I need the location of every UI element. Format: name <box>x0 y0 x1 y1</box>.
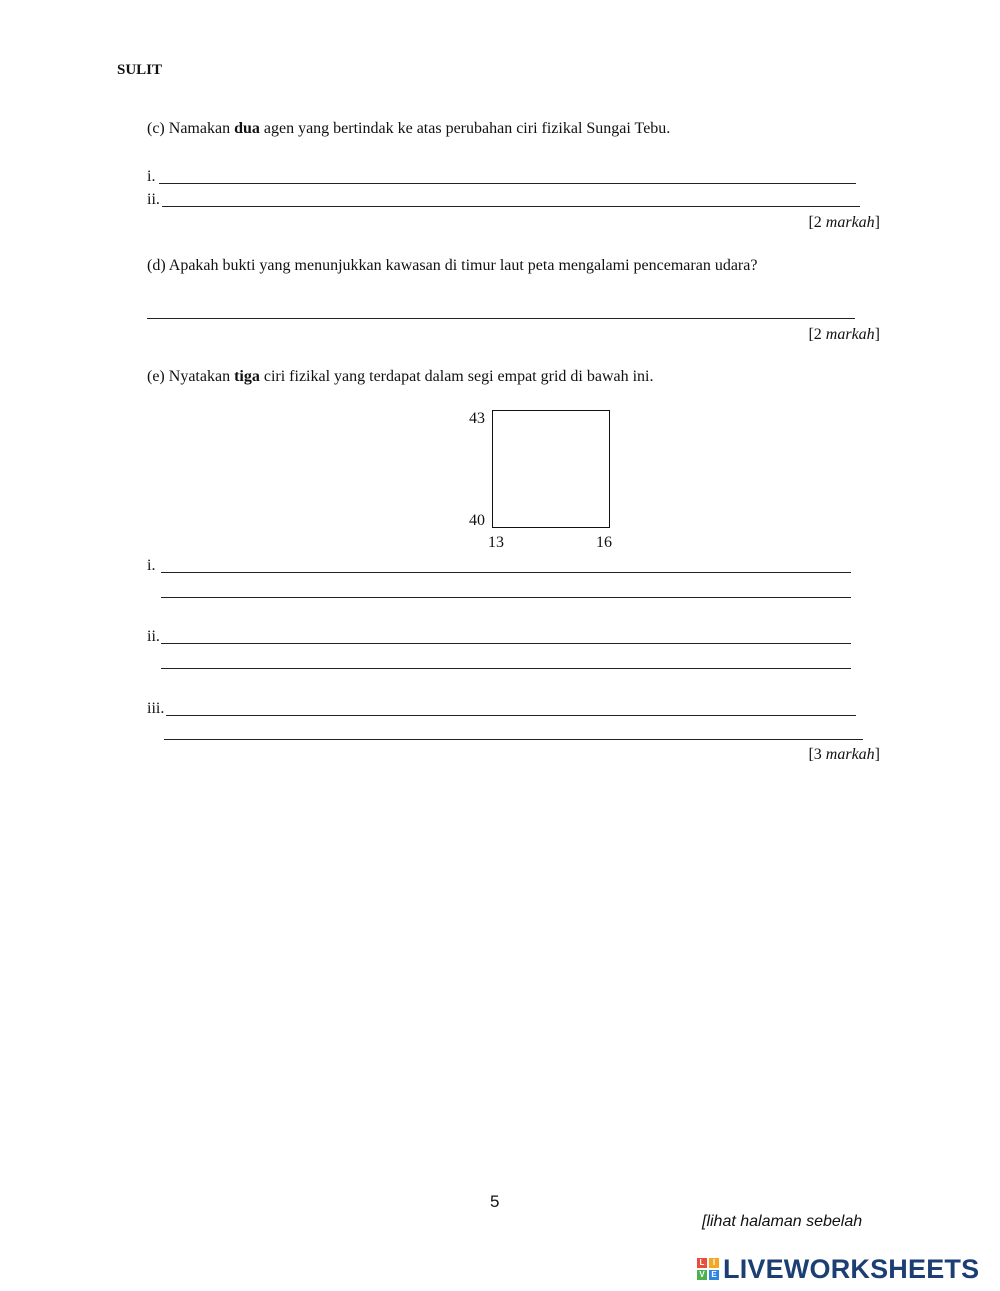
answer-e-i-line-1[interactable] <box>161 572 851 573</box>
logo-text: LIVEWORKSHEETS <box>723 1253 980 1284</box>
grid-northing-top: 43 <box>469 410 485 427</box>
marks-e-open: [3 <box>808 746 826 763</box>
next-page-note: [lihat halaman sebelah <box>702 1213 863 1230</box>
question-e-text <box>147 367 653 387</box>
logo-block-e: E <box>709 1270 719 1280</box>
marks-d <box>808 325 880 345</box>
marks-c-word: markah <box>825 214 875 231</box>
answer-e-i-line-2[interactable] <box>161 597 851 598</box>
marks-c-close: ] <box>874 214 880 231</box>
question-c-text <box>147 119 670 139</box>
marks-c <box>808 213 880 233</box>
answer-e-iii-line-1[interactable] <box>166 715 856 716</box>
grid-easting-right: 16 <box>596 534 612 551</box>
marks-e <box>808 745 880 765</box>
answer-e-iii-line-2[interactable] <box>164 739 863 740</box>
grid-easting-left: 13 <box>488 534 504 551</box>
question-c-bold: dua <box>234 120 260 137</box>
answer-c-i-label: i. <box>147 168 156 185</box>
logo-block-i: I <box>709 1258 719 1268</box>
marks-c-open: [2 <box>808 214 826 231</box>
answer-e-ii-label: ii. <box>147 628 160 645</box>
question-c-prefix: (c) Namakan <box>147 120 235 137</box>
grid-northing-bottom: 40 <box>469 512 485 529</box>
question-e-prefix: (e) Nyatakan <box>147 368 235 385</box>
question-e-suffix: ciri fizikal yang terdapat dalam segi empat grid di bawah ini. <box>259 368 654 385</box>
answer-e-i-label: i. <box>147 557 156 574</box>
question-c-suffix: agen yang bertindak ke atas perubahan ciri fizikal Sungai Tebu. <box>259 120 671 137</box>
header-label: SULIT <box>117 62 163 78</box>
question-e-bold: tiga <box>234 368 260 385</box>
answer-e-iii-label: iii. <box>147 700 165 717</box>
question-d-text: (d) Apakah bukti yang menunjukkan kawasan di timur laut peta mengalami pencemaran udara? <box>147 257 758 274</box>
answer-e-ii-line-1[interactable] <box>161 643 851 644</box>
marks-d-open: [2 <box>808 326 826 343</box>
marks-e-close: ] <box>874 746 880 763</box>
answer-c-ii-line[interactable] <box>162 206 860 207</box>
logo-block-v: V <box>697 1270 707 1280</box>
answer-e-ii-line-2[interactable] <box>161 668 851 669</box>
marks-e-word: markah <box>825 746 875 763</box>
page-number: 5 <box>490 1192 500 1211</box>
liveworksheets-logo <box>697 1253 979 1285</box>
marks-d-close: ] <box>874 326 880 343</box>
answer-c-ii-label: ii. <box>147 191 160 208</box>
answer-c-i-line[interactable] <box>159 183 856 184</box>
grid-square <box>492 410 610 528</box>
answer-d-line[interactable] <box>147 318 855 319</box>
logo-block-l: L <box>697 1258 707 1268</box>
marks-d-word: markah <box>825 326 875 343</box>
logo-blocks-icon <box>697 1258 719 1280</box>
